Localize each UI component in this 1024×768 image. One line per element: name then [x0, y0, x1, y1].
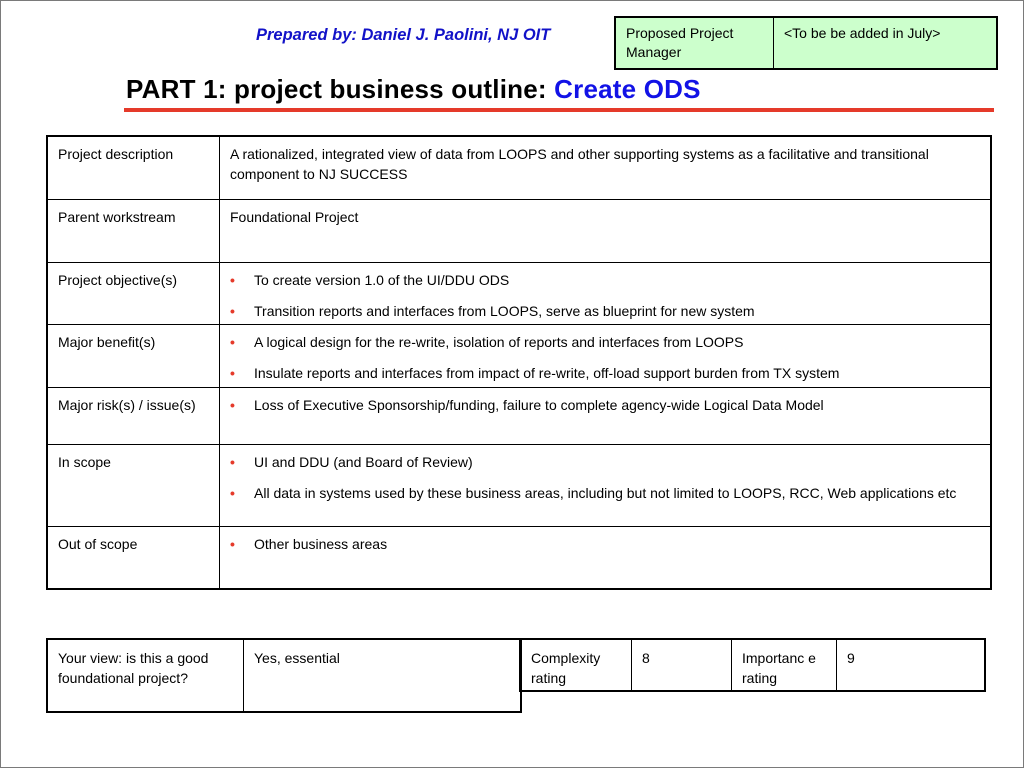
importance-value: 9 — [847, 650, 855, 666]
table-row-out-of-scope — [48, 526, 990, 588]
bullet-icon: • — [230, 536, 235, 552]
pm-label: Proposed Project Manager — [616, 18, 774, 68]
title-prefix: PART 1: project business outline: — [126, 74, 555, 104]
list-item-text: Loss of Executive Sponsorship/funding, failure to complete agency-wide Logical Data Model — [254, 397, 824, 413]
row-value — [220, 527, 990, 588]
complexity-label: Complexity rating — [521, 640, 632, 690]
business-outline-table — [46, 135, 992, 590]
in-scope-list — [230, 452, 980, 503]
list-item-text: Other business areas — [254, 536, 388, 552]
pm-value: <To be be added in July> — [784, 25, 941, 41]
list-item — [230, 452, 980, 472]
row-value — [220, 263, 990, 324]
view-question: Your view: is this a good foundational project? — [48, 640, 244, 711]
row-value — [220, 325, 990, 387]
table-row-benefits — [48, 324, 990, 387]
list-item-text: UI and DDU (and Board of Review) — [254, 454, 473, 470]
bullet-icon: • — [230, 365, 235, 381]
list-item — [230, 363, 980, 383]
row-label: Project objective(s) — [48, 263, 220, 324]
bullet-icon: • — [230, 485, 235, 501]
prepared-by-text: Prepared by: Daniel J. Paolini, NJ OIT — [256, 26, 551, 44]
title-highlight: Create ODS — [554, 74, 701, 104]
bullet-icon: • — [230, 397, 235, 413]
row-value: A rationalized, integrated view of data from LOOPS and other supporting systems as a facilitative and transitional component to NJ SUCCESS — [230, 146, 929, 182]
bullet-icon: • — [230, 303, 235, 319]
complexity-value: 8 — [632, 640, 732, 690]
table-row-project-description — [48, 137, 990, 199]
row-label: Parent workstream — [48, 200, 220, 262]
list-item-text: To create version 1.0 of the UI/DDU ODS — [254, 272, 510, 288]
list-item-text: Insulate reports and interfaces from impact of re-write, off-load support burden from TX system — [254, 365, 840, 381]
row-label: Out of scope — [48, 527, 220, 588]
importance-label: Importanc e rating — [732, 640, 837, 690]
list-item-text: A logical design for the re-write, isolation of reports and interfaces from LOOPS — [254, 334, 744, 350]
list-item-text: All data in systems used by these business areas, including but not limited to LOOPS, RCC, Web applications etc — [254, 485, 957, 501]
row-label: Major benefit(s) — [48, 325, 220, 387]
bullet-icon: • — [230, 454, 235, 470]
title-underline — [124, 108, 994, 112]
table-row-risks — [48, 387, 990, 444]
bullet-icon: • — [230, 272, 235, 288]
benefit-list — [230, 332, 980, 383]
project-manager-table — [614, 16, 998, 70]
risk-list — [230, 395, 980, 415]
list-item — [230, 301, 980, 321]
objective-list — [230, 270, 980, 321]
view-answer: Yes, essential — [254, 650, 340, 666]
bullet-icon: • — [230, 334, 235, 350]
row-label: Major risk(s) / issue(s) — [48, 388, 220, 444]
list-item — [230, 270, 980, 290]
list-item — [230, 395, 980, 415]
row-value — [220, 388, 990, 444]
out-of-scope-list — [230, 534, 980, 554]
list-item — [230, 534, 980, 554]
table-row-in-scope — [48, 444, 990, 526]
row-label: In scope — [48, 445, 220, 526]
row-label: Project description — [48, 137, 220, 199]
list-item — [230, 483, 980, 503]
ratings-table — [519, 638, 986, 692]
list-item — [230, 332, 980, 352]
row-value — [220, 445, 990, 526]
view-table — [46, 638, 522, 713]
page-title — [126, 74, 701, 105]
list-item-text: Transition reports and interfaces from LOOPS, serve as blueprint for new system — [254, 303, 755, 319]
row-value: Foundational Project — [230, 209, 359, 225]
table-row-objectives — [48, 262, 990, 324]
table-row-parent-workstream — [48, 199, 990, 262]
